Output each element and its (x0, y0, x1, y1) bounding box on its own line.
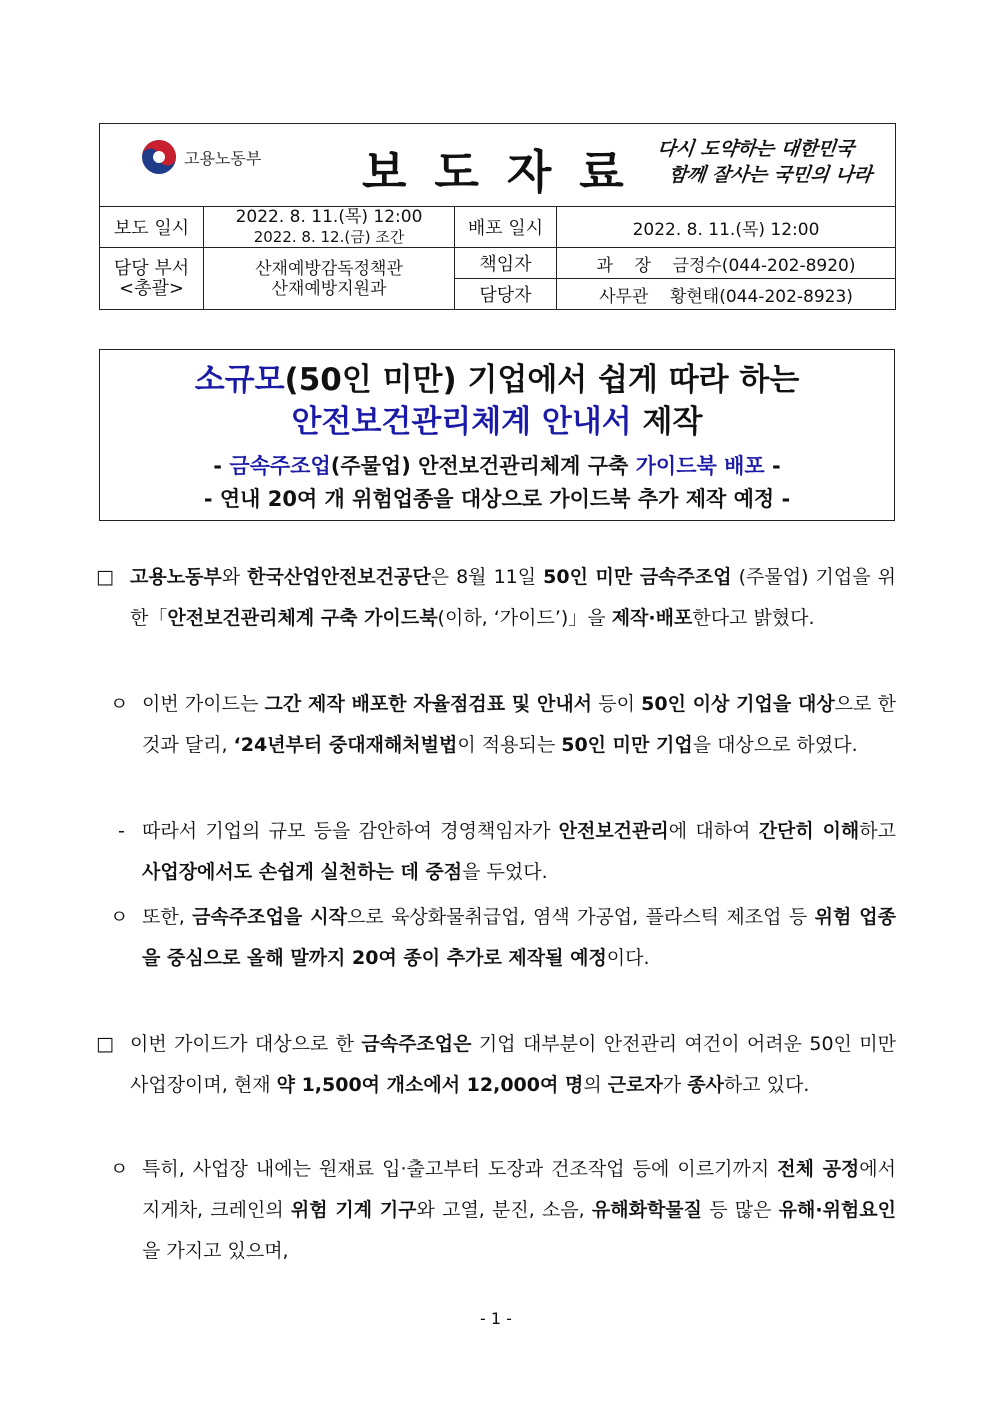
p6-b2: 위험 기계 기구 (290, 1199, 417, 1221)
p4-b2: 위험 업종을 중심으로 올해 말까지 20여 종이 추가로 제작될 예정 (142, 906, 896, 969)
p2-t4: 이 적용되는 (457, 734, 562, 756)
p5-b3: 근로자 (607, 1074, 663, 1096)
p1-t2: 은 8월 11일 (430, 566, 544, 588)
p4-b1: 금속주조업을 시작 (192, 906, 347, 928)
p2-t3: 으로 한 것과 달리, (142, 693, 896, 756)
p2-t1: 이번 가이드는 (142, 693, 265, 715)
p1-b2: 한국산업안전보건공단 (247, 566, 431, 588)
sub1-suffix: - (764, 454, 781, 478)
p1-b4: 안전보건관리체계 구축 가이드북 (167, 607, 438, 629)
slogan-line1: 다시 도약하는 대한민국 (655, 138, 855, 160)
p4-t1: 또한, (142, 906, 193, 928)
header-table (99, 123, 896, 310)
dept-name2: 산재예방지원과 (271, 278, 387, 299)
p3-t3: 하고 (859, 820, 897, 842)
distribution-label: 배포 일시 (455, 207, 557, 248)
release-date2: 2022. 8. 12.(금) 조간 (253, 228, 405, 246)
p6-t5: 을 가지고 있으며, (142, 1240, 289, 1262)
p2-t2: 등이 (592, 693, 642, 715)
p3-t4: 을 두었다. (462, 861, 548, 883)
p1-b1: 고용노동부 (130, 566, 222, 588)
paragraph-1 (96, 557, 896, 639)
ministry-logo (140, 138, 261, 176)
p5-b1: 금속주조업은 (361, 1033, 472, 1055)
sub1-blue1: 금속주조업 (229, 454, 331, 478)
p3-t2: 에 대하여 (668, 820, 759, 842)
p4-t2: 으로 육상화물취급업, 염색 가공업, 플라스틱 제조업 등 (346, 906, 815, 928)
p2-b2: 50인 이상 기업을 대상 (641, 693, 835, 715)
taegeuk-icon (140, 138, 178, 176)
paragraph-2-text (110, 684, 896, 766)
sub1-prefix: - (213, 454, 230, 478)
manager-label: 책임자 (455, 248, 557, 279)
page-number: - 1 - (480, 1309, 512, 1328)
dash-bullet: - (118, 820, 125, 842)
p3-b2: 간단히 이해 (758, 820, 860, 842)
headline-line2-black: 제작 (631, 404, 703, 440)
paragraph-5 (96, 1024, 896, 1106)
p2-t5: 을 대상으로 하였다. (692, 734, 858, 756)
p3-b1: 안전보건관리 (558, 820, 669, 842)
headline-line2-blue: 안전보건관리체계 안내서 (291, 404, 632, 440)
p3-t1: 따라서 기업의 규모 등을 감안하여 경영책임자가 (142, 820, 559, 842)
paragraph-2 (110, 684, 896, 766)
headline-line2 (100, 402, 894, 442)
paragraph-3 (118, 811, 896, 893)
paragraph-6 (110, 1149, 896, 1272)
paragraph-4-text (110, 897, 896, 979)
subheadline-1 (100, 451, 894, 481)
doc-type-title: 보도자료 (362, 145, 652, 199)
circle-bullet: ㅇ (110, 906, 129, 928)
p3-b3: 사업장에서도 손쉽게 실천하는 데 중점 (142, 861, 463, 883)
square-bullet: □ (96, 566, 114, 588)
headline-box (99, 349, 895, 521)
p6-b1: 전체 공정 (777, 1158, 860, 1180)
release-date1: 2022. 8. 11.(목) 12:00 (235, 207, 423, 227)
p6-t3: 와 고열, 분진, 소음, (416, 1199, 592, 1221)
dept-label-cell (100, 248, 204, 310)
paragraph-3-text (118, 811, 896, 893)
paragraph-6-text (110, 1149, 896, 1272)
square-bullet: □ (96, 1033, 114, 1055)
p1-b3: 50인 미만 금속주조업 (543, 566, 732, 588)
sub1-blue2: 가이드북 배포 (635, 454, 765, 478)
p1-t3: (주물업) 기업을 위한「 (130, 566, 896, 629)
p1-t5: 한다고 밝혔다. (692, 607, 815, 629)
p5-t1: 이번 가이드가 대상으로 한 (130, 1033, 362, 1055)
p2-b4: 50인 미만 기업 (561, 734, 693, 756)
dept-label1: 담당 부서 (113, 257, 190, 279)
headline-line1 (100, 360, 894, 400)
headline-line1-blue: 소규모 (194, 362, 285, 398)
p1-t1: 와 (221, 566, 248, 588)
p5-t4: 가 (662, 1074, 688, 1096)
circle-bullet: ㅇ (110, 693, 129, 715)
distribution-date: 2022. 8. 11.(목) 12:00 (557, 207, 896, 248)
dept-name-cell (204, 248, 455, 310)
p5-b4: 종사 (687, 1074, 724, 1096)
p5-b2: 약 1,500여 개소에서 12,000여 명 (276, 1074, 584, 1096)
paragraph-1-text (96, 557, 896, 639)
contact-value: 사무관 황현태(044-202-8923) (557, 279, 896, 310)
p5-t2: 기업 대부분이 안전관리 여건이 어려운 50인 미만 사업장이며, 현재 (130, 1033, 896, 1096)
p2-b3: ‘24년부터 중대재해처벌법 (233, 734, 458, 756)
p6-t4: 등 많은 (702, 1199, 779, 1221)
slogan (653, 136, 876, 188)
p6-b3: 유해화학물질 (591, 1199, 703, 1221)
slogan-line2: 함께 잘사는 국민의 나라 (667, 164, 873, 186)
p5-t3: 의 (583, 1074, 608, 1096)
dept-name1: 산재예방감독정책관 (255, 258, 403, 279)
paragraph-5-text (96, 1024, 896, 1106)
banner-cell (100, 124, 896, 207)
headline-line1-black: (50인 미만) 기업에서 쉽게 따라 하는 (284, 362, 800, 398)
release-label: 보도 일시 (100, 207, 204, 248)
paragraph-4 (110, 897, 896, 979)
contact-label: 담당자 (455, 279, 557, 310)
ministry-name: 고용노동부 (184, 148, 262, 168)
circle-bullet: ㅇ (110, 1158, 129, 1180)
p6-b4: 유해·위험요인 (778, 1199, 896, 1221)
manager-value: 과 장 금정수(044-202-8920) (557, 248, 896, 279)
sub1-middle: (주물업) 안전보건관리체계 구축 (330, 454, 636, 478)
release-date-cell (204, 207, 455, 248)
p6-t1: 특히, 사업장 내에는 원재료 입·출고부터 도장과 건조작업 등에 이르기까지 (142, 1158, 778, 1180)
subheadline-2: - 연내 20여 개 위험업종을 대상으로 가이드북 추가 제작 예정 - (203, 487, 791, 511)
p1-b5: 제작·배포 (611, 607, 693, 629)
dept-label2: <총괄> (119, 277, 184, 299)
p6-t2: 에서 지게차, 크레인의 (142, 1158, 897, 1221)
p2-b1: 그간 제작 배포한 자율점검표 및 안내서 (264, 693, 593, 715)
p1-t4: (이하, ‘가이드’)」을 (437, 607, 612, 629)
p5-t5: 하고 있다. (723, 1074, 810, 1096)
p4-t3: 이다. (606, 947, 650, 969)
